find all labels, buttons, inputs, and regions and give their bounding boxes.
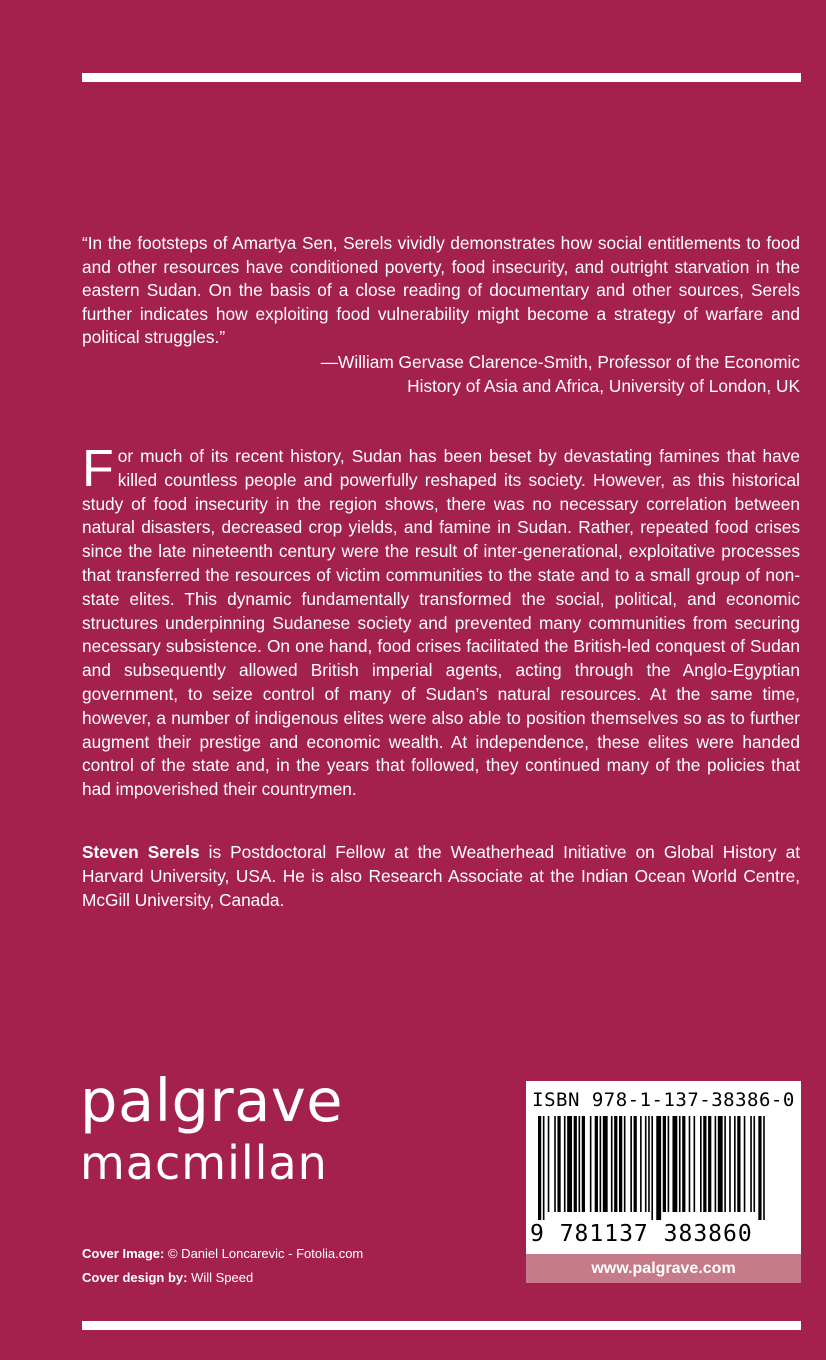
publisher-logo-line-2: macmillan (80, 1136, 328, 1190)
barcode-bar (600, 1116, 602, 1212)
endorsement-quote: “In the footsteps of Amartya Sen, Serels vividly demonstrates how social entitlements to food and other resources have conditioned poverty, food insecurity, and outright starvation in the eastern Sudan. On the basis of a close reading of documentary and other sources, Serels further indicates how exploiting food vulnerability might become a strategy of warfare and political struggles.” (82, 233, 800, 347)
barcode-bar (703, 1116, 706, 1212)
barcode-bar (548, 1116, 550, 1212)
barcode-bar (567, 1116, 572, 1212)
publisher-website[interactable]: www.palgrave.com (526, 1254, 801, 1283)
barcode-bar (708, 1116, 711, 1212)
isbn-barcode-box (526, 1081, 801, 1283)
author-bio-text: is Postdoctoral Fellow at the Weatherhead Initiative on Global History at Harvard University, USA. He is also Research Associate at the Indian Ocean World Centre, McGill University, Canada. (82, 842, 801, 910)
barcode-bar (590, 1116, 592, 1212)
barcode-bar (648, 1116, 650, 1212)
author-name: Steven Serels (82, 842, 200, 862)
barcode-bar (724, 1116, 726, 1212)
barcode-bar (538, 1116, 541, 1220)
barcode-bar (734, 1116, 736, 1212)
barcode-bar (694, 1116, 696, 1212)
barcode-icon (538, 1116, 790, 1220)
barcode-bar (645, 1116, 647, 1212)
barcode-bar (744, 1116, 746, 1212)
barcode-bar (634, 1116, 637, 1212)
barcode-bar (758, 1116, 761, 1220)
quote-attribution (300, 351, 800, 398)
barcode-bar (753, 1116, 755, 1212)
cover-credits (82, 1242, 363, 1290)
barcode-bar (574, 1116, 577, 1212)
barcode-bar (737, 1116, 740, 1212)
description-text: or much of its recent history, Sudan has been beset by devastating famines that have killed countless people and powerfully reshaped its society. However, as this historical study of food insecurity in the region shows, there was no necessary correlation between natural disasters, decreased crop yields, and famine in Sudan. Rather, repeated food crises since the late nineteenth century were the result of inter-generational, exploitative processes that transferred the resources of victim communities to the state and to a small group of non-state elites. This dynamic fundamentally transformed the social, political, and economic structures underpinning Sudanese society and prevented many communities from securing necessary subsistence. On one hand, food crises facilitated the British-led conquest of Sudan and subsequently allowed British imperial agents, acting through the Anglo-Egyptian government, to seize control of many of Sudan’s natural resources. At the same time, however, a number of indigenous elites were also able to position themselves so as to further augment their prestige and economic wealth. At independence, these elites were handed control of the state and, in the years that followed, they continued many of the policies that had impoverished their countrymen. (82, 446, 800, 800)
cover-image-credit: Cover Image: © Daniel Loncarevic - Fotolia.com (82, 1246, 364, 1261)
isbn-label: ISBN 978-1-137-38386-0 (532, 1089, 795, 1111)
barcode-bar (682, 1116, 685, 1212)
drop-cap: F (82, 440, 114, 498)
barcode-bar (689, 1116, 691, 1212)
barcode-bar (611, 1116, 613, 1212)
barcode-bar (656, 1116, 661, 1220)
barcode-bar (715, 1116, 717, 1212)
cover-design-credit: Cover design by: Will Speed (82, 1270, 254, 1285)
barcode-bar (624, 1116, 626, 1212)
barcode-bar (582, 1116, 585, 1212)
attribution-line-1: —William Gervase Clarence-Smith, Professor of the Economic (320, 352, 800, 372)
barcode-bar (614, 1116, 617, 1212)
attribution-line-2: History of Asia and Africa, University of London, UK (407, 375, 800, 396)
barcode-bar (640, 1116, 642, 1212)
author-bio (82, 841, 800, 912)
publisher-logo (80, 1068, 343, 1192)
barcode-bar (564, 1116, 566, 1212)
barcode-bar (718, 1116, 723, 1212)
book-description (82, 440, 800, 802)
barcode-bar (672, 1116, 677, 1212)
barcode-bar (619, 1116, 622, 1212)
barcode-bar (630, 1116, 632, 1212)
barcode-bar (763, 1116, 765, 1220)
barcode-bar (603, 1116, 608, 1212)
isbn-digits: 9 781137 383860 (530, 1221, 753, 1247)
top-rule (82, 73, 801, 82)
publisher-logo-line-1: palgrave (80, 1066, 344, 1135)
barcode-bar (679, 1116, 681, 1212)
barcode-bar (663, 1116, 666, 1212)
barcode-bar (668, 1116, 670, 1212)
barcode-bar (750, 1116, 752, 1212)
barcode-bar (595, 1116, 598, 1212)
barcode-bar (729, 1116, 731, 1212)
barcode-bar (579, 1116, 581, 1212)
bottom-rule (82, 1321, 801, 1330)
barcode-bar (554, 1116, 556, 1212)
barcode-bar (557, 1116, 560, 1212)
barcode-bar (543, 1116, 545, 1220)
barcode-bar (700, 1116, 702, 1212)
barcode-bar (651, 1116, 653, 1220)
